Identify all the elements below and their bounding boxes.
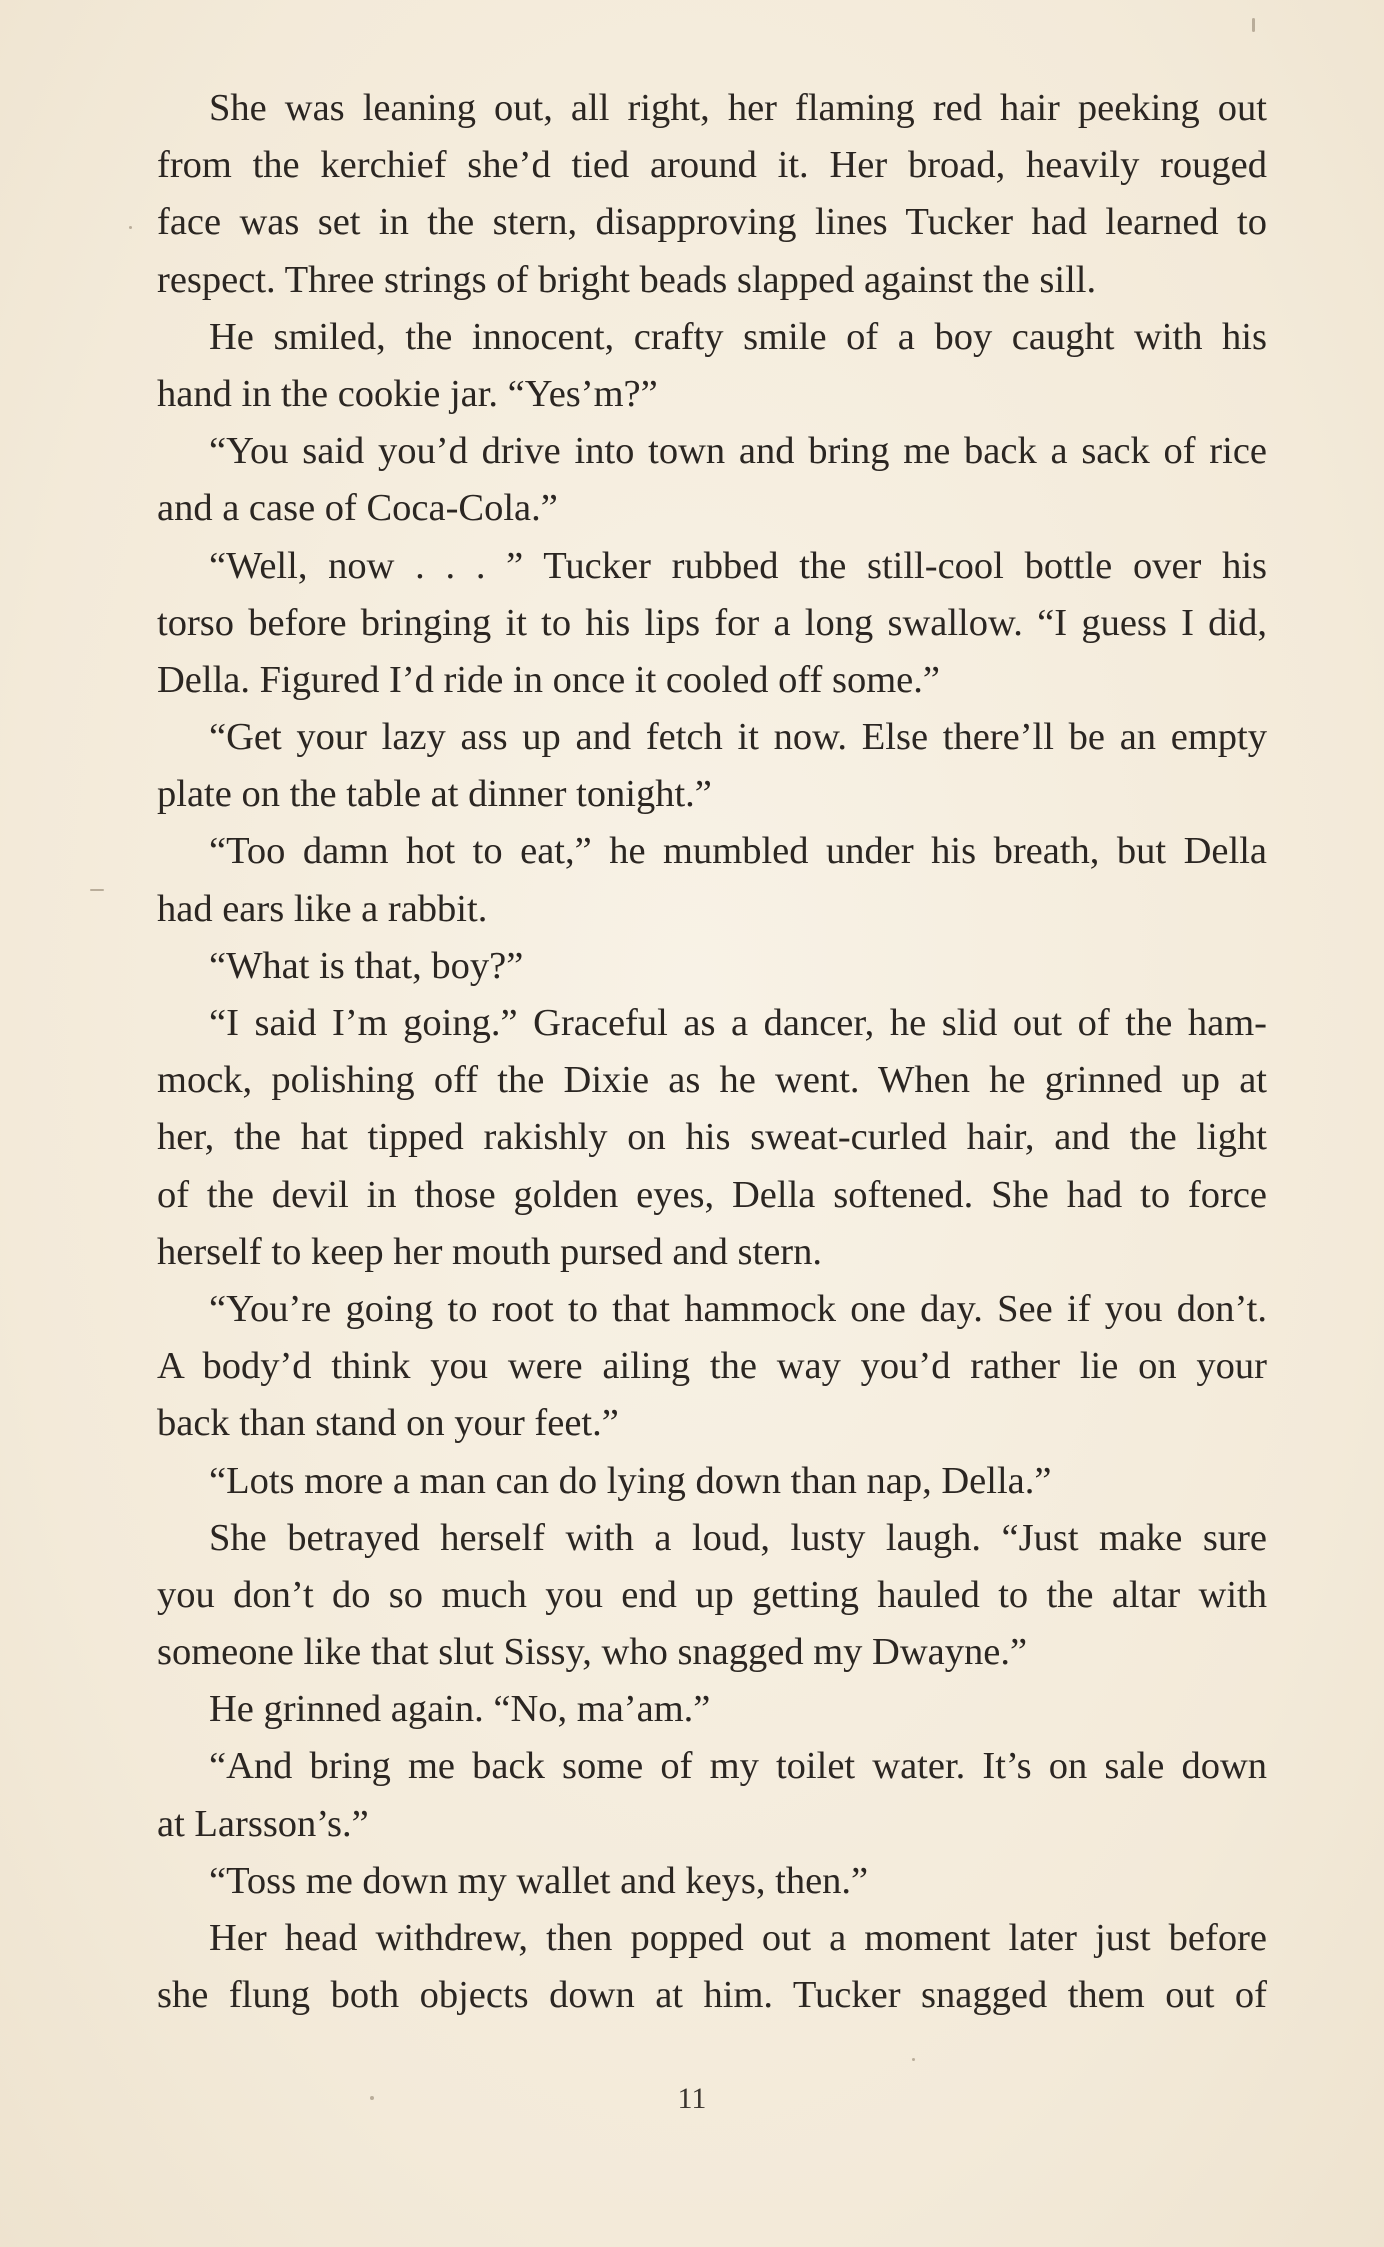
scan-speck	[90, 889, 104, 891]
text-line: torso before bringing it to his lips for a long swallow. “I guess I did,	[157, 601, 1267, 644]
text-line: at Larsson’s.”	[157, 1802, 369, 1845]
text-line: hand in the cookie jar. “Yes’m?”	[157, 372, 658, 415]
text-line: you don’t do so much you end up getting hauled to the altar with	[157, 1573, 1267, 1616]
text-line: face was set in the stern, disapproving lines Tucker had learned to	[157, 201, 1267, 244]
text-line: She was leaning out, all right, her flaming red hair peeking out	[209, 87, 1267, 129]
text-line: plate on the table at dinner tonight.”	[157, 773, 712, 816]
scan-speck	[370, 2096, 374, 2100]
text-line: herself to keep her mouth pursed and stern.	[157, 1230, 822, 1273]
text-line: “You’re going to root to that hammock one day. See if you don’t.	[209, 1287, 1267, 1330]
text-line: of the devil in those golden eyes, Della softened. She had to force	[157, 1173, 1267, 1216]
text-line: She betrayed herself with a loud, lusty laugh. “Just make sure	[209, 1516, 1267, 1559]
text-line: “Toss me down my wallet and keys, then.”	[209, 1859, 869, 1902]
text-line: “You said you’d drive into town and bring me back a sack of rice	[209, 430, 1267, 473]
text-line: “Lots more a man can do lying down than nap, Della.”	[209, 1459, 1052, 1502]
text-line: “What is that, boy?”	[209, 944, 524, 987]
text-line: “Well, now . . . ” Tucker rubbed the still-cool bottle over his	[209, 544, 1267, 587]
text-line: back than stand on your feet.”	[157, 1402, 619, 1445]
scan-speck	[129, 226, 132, 229]
text-line: and a case of Coca-Cola.”	[157, 487, 558, 530]
scan-speck	[912, 2058, 915, 2061]
text-line: “And bring me back some of my toilet water. It’s on sale down	[209, 1745, 1267, 1788]
text-line: had ears like a rabbit.	[157, 887, 488, 930]
text-line: mock, polishing off the Dixie as he went. When he grinned up at	[157, 1059, 1267, 1102]
text-line: someone like that slut Sissy, who snagged my Dwayne.”	[157, 1631, 1028, 1674]
text-line: “Get your lazy ass up and fetch it now. Else there’ll be an empty	[209, 716, 1267, 759]
text-line: He smiled, the innocent, crafty smile of a boy caught with his	[209, 315, 1267, 358]
text-line: “Too damn hot to eat,” he mumbled under his breath, but Della	[209, 830, 1267, 873]
text-line: respect. Three strings of bright beads slapped against the sill.	[157, 258, 1097, 301]
page-number: 11	[677, 2082, 707, 2115]
text-line: her, the hat tipped rakishly on his sweat-curled hair, and the light	[157, 1116, 1267, 1159]
scan-speck	[1252, 18, 1255, 32]
body-text	[157, 80, 1267, 2024]
text-line: He grinned again. “No, ma’am.”	[209, 1688, 711, 1731]
text-line: A body’d think you were ailing the way you’d rather lie on your	[157, 1345, 1267, 1388]
text-line: “I said I’m going.” Graceful as a dancer, he slid out of the ham-	[209, 1002, 1267, 1044]
text-line: Her head withdrew, then popped out a moment later just before	[209, 1917, 1267, 1959]
text-line: from the kerchief she’d tied around it. Her broad, heavily rouged	[157, 144, 1267, 187]
text-line: she flung both objects down at him. Tucker snagged them out of	[157, 1974, 1267, 2017]
text-line: Della. Figured I’d ride in once it cooled off some.”	[157, 658, 940, 701]
